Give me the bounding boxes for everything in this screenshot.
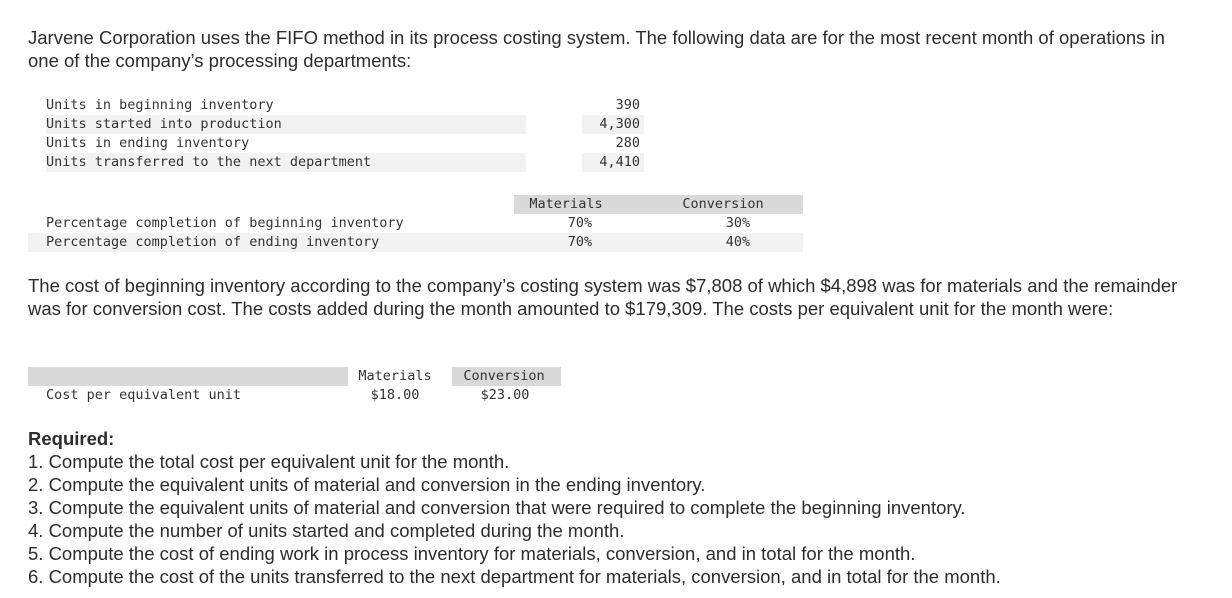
required-title: Required: [28,428,115,449]
materials-value: 70% [567,215,593,231]
cost-paragraph: The cost of beginning inventory according to the company’s costing system was $7,808 of which $4,898 was for materials and the remainder was for conversion cost. The costs added during the month amounted to $179,309. The costs per equivalent unit for the month were: [28,275,1178,319]
required-section [28,427,1001,588]
table-row [46,96,640,115]
required-item: 3. Compute the equivalent units of material and conversion that were required to complete the beginning inventory. [28,497,966,518]
units-table [46,96,640,172]
row-value: 4,410 [582,153,644,172]
table-row [46,153,640,172]
materials-value: $18.00 [370,387,420,403]
completion-table [28,195,803,252]
table-row [28,233,803,252]
header-materials: Materials [529,196,603,212]
header-materials: Materials [358,368,432,384]
row-label: Percentage completion of beginning inventory [46,215,404,231]
required-item: 1. Compute the total cost per equivalent unit for the month. [28,451,510,472]
table-header [28,195,803,214]
header-conversion: Conversion [682,196,764,212]
conversion-value: 40% [725,234,751,250]
required-item: 5. Compute the cost of ending work in process inventory for materials, conversion, and in total for the month. [28,543,916,564]
row-value: 4,300 [582,115,644,134]
table-header [28,367,561,386]
row-value: 280 [615,135,640,151]
required-item: 4. Compute the number of units started and completed during the month. [28,520,625,541]
intro-paragraph: Jarvene Corporation uses the FIFO method in its process costing system. The following data are for the most recent month of operations in one of the company’s processing departments: [28,27,1165,71]
materials-value: 70% [567,234,593,250]
required-item: 2. Compute the equivalent units of material and conversion in the ending inventory. [28,474,706,495]
conversion-value: $23.00 [480,387,530,403]
table-row [28,386,561,405]
row-label: Cost per equivalent unit [46,387,242,403]
table-row [46,134,640,153]
header-conversion: Conversion [463,368,545,384]
row-value: 390 [615,97,640,113]
table-row [46,115,640,134]
row-label: Units transferred to the next department [46,153,526,172]
table-row [28,214,803,233]
row-label: Units in ending inventory [46,135,250,151]
row-label: Percentage completion of ending inventory [46,234,380,250]
cost-table [28,367,561,405]
required-item: 6. Compute the cost of the units transferred to the next department for materials, conversion, and in total for the month. [28,566,1001,587]
conversion-value: 30% [725,215,751,231]
row-label: Units in beginning inventory [46,97,274,113]
row-label: Units started into production [46,115,526,134]
